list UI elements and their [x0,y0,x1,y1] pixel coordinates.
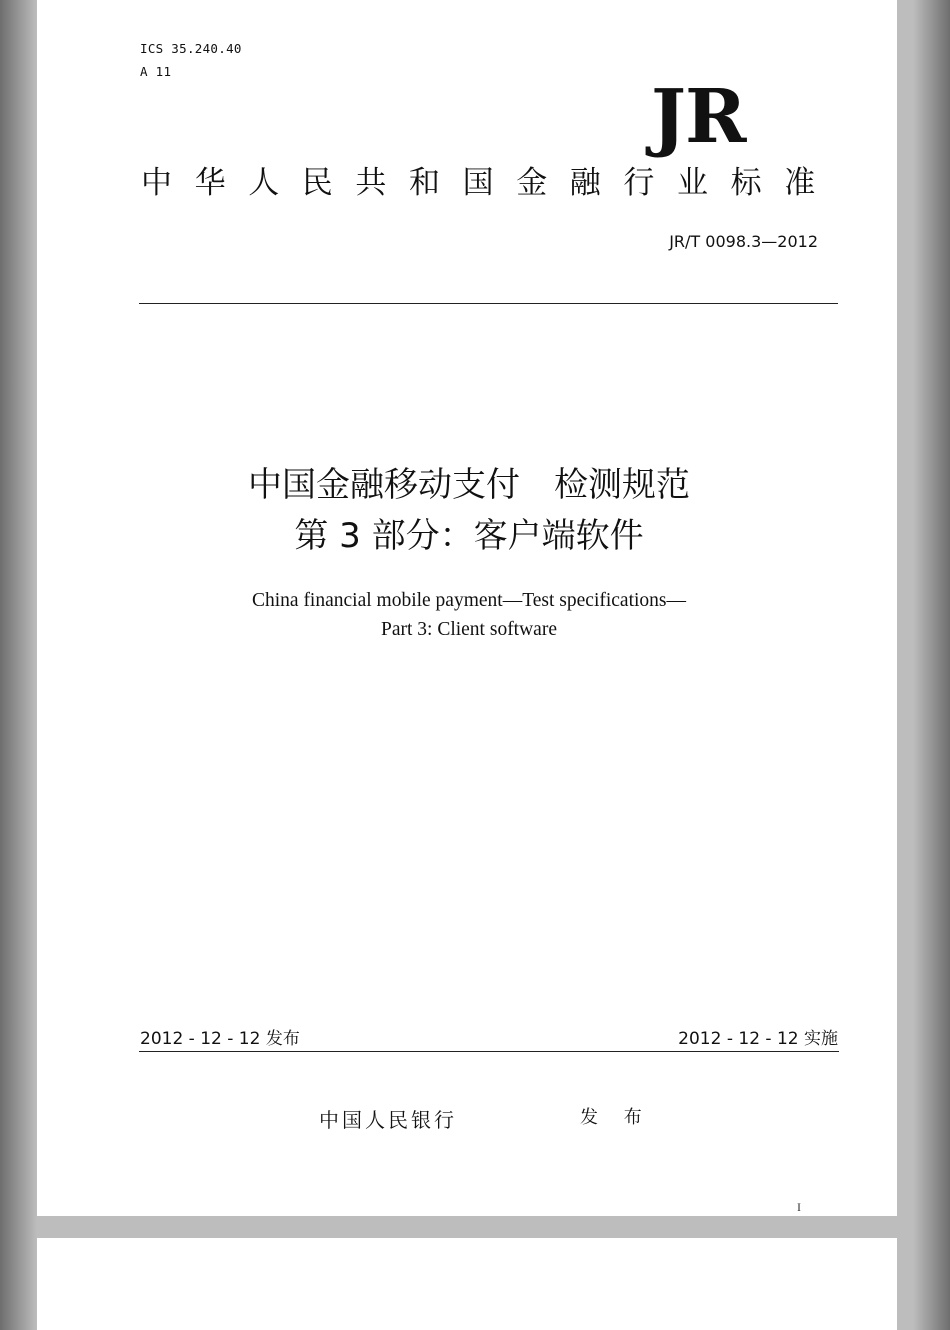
ics-code: ICS 35.240.40 [140,41,242,56]
document-page-1 [37,0,897,1216]
title-en-line2: Part 3: Client software [380,619,557,640]
title-en-line1: China financial mobile payment—Test specifications— [251,590,687,611]
page-number: I [797,1200,801,1214]
document-page-2 [37,1238,897,1330]
jr-logo: JR [651,74,746,160]
standard-category: 中华人民共和国金融行业标准 [141,165,838,201]
standard-code: JR/T 0098.3—2012 [669,232,818,251]
issuer-name: 中国人民银行 [319,1108,457,1132]
title-cn-line2: 第 3 部分：客户端软件 [294,516,644,556]
footer-divider [139,1051,839,1052]
issue-date: 2012 - 12 - 12 发布 [140,1029,300,1049]
ccs-code: A 11 [140,64,172,79]
implement-date: 2012 - 12 - 12 实施 [678,1029,838,1049]
title-cn-line1: 中国金融移动支付 检测规范 [248,465,690,505]
header-divider [139,303,838,304]
issuer-action: 发 布 [580,1107,652,1128]
